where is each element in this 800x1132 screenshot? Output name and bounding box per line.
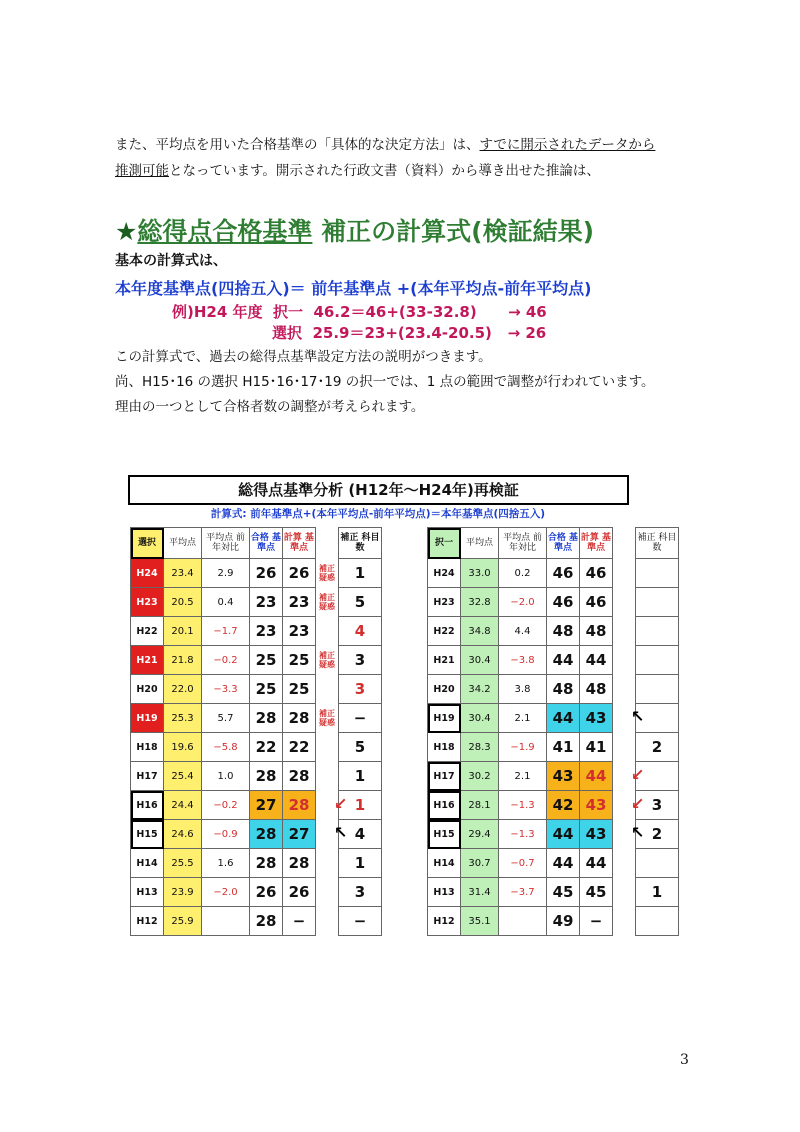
header-count: 補正 科目数: [636, 528, 679, 559]
pass-cell: 23: [250, 617, 283, 646]
pass-cell: 26: [250, 878, 283, 907]
avg-cell: 25.4: [164, 762, 202, 791]
count-cell: 3: [339, 878, 382, 907]
pass-cell: 41: [547, 733, 580, 762]
arrow-down-left-icon: ↙: [631, 765, 645, 784]
avg-cell: 30.4: [461, 704, 499, 733]
table-row: [131, 675, 382, 704]
calc-cell: 28: [283, 791, 316, 820]
pass-cell: 46: [547, 588, 580, 617]
calc-cell: −: [283, 907, 316, 936]
note-cell: 補正疑惑: [319, 709, 335, 727]
right-table: [427, 527, 679, 936]
year-cell: H17: [131, 762, 164, 791]
header-diff: 平均点 前年対比: [499, 528, 547, 559]
calc-cell: 26: [283, 559, 316, 588]
arrow-gap-cell: [613, 907, 636, 936]
pass-cell: 28: [250, 849, 283, 878]
page-number: 3: [680, 1052, 689, 1068]
header-note-blank: [613, 528, 636, 559]
diff-cell: 0.4: [202, 588, 250, 617]
pass-cell: 25: [250, 646, 283, 675]
formula-line: 本年度基準点(四捨五入)＝ 前年基準点 +(本年平均点-前年平均点): [115, 279, 592, 298]
count-cell: 2: [636, 820, 679, 849]
intro-text: また、平均点を用いた合格基準の「具体的な決定方法」は、: [115, 137, 480, 153]
calc-cell: 44: [580, 849, 613, 878]
calc-cell: 45: [580, 878, 613, 907]
diff-cell: −2.0: [499, 588, 547, 617]
arrow-up-left-icon: ↖: [631, 823, 645, 842]
pass-cell: 23: [250, 588, 283, 617]
arrow-gap-cell: [613, 878, 636, 907]
diff-cell: −1.7: [202, 617, 250, 646]
table-row: [428, 646, 679, 675]
year-cell: H21: [131, 646, 164, 675]
diff-cell: 2.1: [499, 762, 547, 791]
example-2-label: 選択: [272, 324, 303, 342]
header-calc: 計算 基準点: [283, 528, 316, 559]
year-cell: H24: [131, 559, 164, 588]
avg-cell: 23.9: [164, 878, 202, 907]
calc-cell: 44: [580, 762, 613, 791]
pass-cell: 44: [547, 646, 580, 675]
count-cell: [636, 646, 679, 675]
diff-cell: −1.9: [499, 733, 547, 762]
note-cell: [316, 617, 339, 646]
year-cell: H15: [428, 820, 461, 849]
figure-subtitle: 計算式: 前年基準点+(本年平均点-前年平均点)＝本年基準点(四捨五入): [210, 508, 546, 520]
count-cell: 3: [339, 675, 382, 704]
diff-cell: 4.4: [499, 617, 547, 646]
intro-line-2: [115, 158, 715, 184]
count-cell: [636, 907, 679, 936]
year-cell: H18: [131, 733, 164, 762]
intro-underlined-text-2: 推測可能: [115, 163, 169, 179]
calc-cell: 46: [580, 559, 613, 588]
avg-cell: 30.7: [461, 849, 499, 878]
table-row: [428, 907, 679, 936]
arrow-up-left-icon: ↖: [334, 823, 348, 842]
year-cell: H19: [131, 704, 164, 733]
count-cell: −: [339, 704, 382, 733]
avg-cell: 31.4: [461, 878, 499, 907]
table-row: [131, 559, 382, 588]
table-row: [428, 559, 679, 588]
count-cell: [636, 559, 679, 588]
note-cell: 補正疑惑: [319, 651, 335, 669]
year-cell: H16: [428, 791, 461, 820]
diff-cell: 1.0: [202, 762, 250, 791]
example-1: [172, 301, 547, 322]
star-icon: ★: [115, 217, 138, 246]
header-avg: 平均点: [164, 528, 202, 559]
diff-cell: −2.0: [202, 878, 250, 907]
diff-cell: −0.9: [202, 820, 250, 849]
diff-cell: 0.2: [499, 559, 547, 588]
pass-cell: 28: [250, 762, 283, 791]
section-heading: [115, 212, 594, 248]
diff-cell: 1.6: [202, 849, 250, 878]
count-cell: 2: [636, 733, 679, 762]
avg-cell: 20.1: [164, 617, 202, 646]
arrow-up-left-icon: ↖: [631, 707, 645, 726]
count-cell: 4: [339, 820, 382, 849]
count-cell: 1: [339, 791, 382, 820]
table-row: [131, 907, 382, 936]
avg-cell: 24.6: [164, 820, 202, 849]
diff-cell: −1.3: [499, 820, 547, 849]
calc-cell: −: [580, 907, 613, 936]
count-cell: [636, 617, 679, 646]
header-avg: 平均点: [461, 528, 499, 559]
diff-cell: [499, 907, 547, 936]
heading-underlined: 総得点合格基準: [137, 217, 313, 246]
calc-cell: 48: [580, 675, 613, 704]
avg-cell: 34.2: [461, 675, 499, 704]
count-cell: −: [339, 907, 382, 936]
calc-cell: 28: [283, 762, 316, 791]
analysis-figure: [128, 475, 693, 930]
example-2-result: → 26: [507, 324, 547, 342]
arrow-gap-cell: [613, 849, 636, 878]
table-row: [131, 878, 382, 907]
example-1-label: 択一: [272, 303, 303, 321]
count-cell: 5: [339, 733, 382, 762]
arrow-gap-cell: [613, 733, 636, 762]
arrow-down-left-icon: ↙: [334, 794, 348, 813]
pass-cell: 27: [250, 791, 283, 820]
table-row: [428, 878, 679, 907]
avg-cell: 21.8: [164, 646, 202, 675]
table-row: [131, 733, 382, 762]
note-cell: [316, 849, 339, 878]
intro-line-1: [115, 132, 715, 158]
year-cell: H14: [428, 849, 461, 878]
year-cell: H14: [131, 849, 164, 878]
year-cell: H19: [428, 704, 461, 733]
avg-cell: 33.0: [461, 559, 499, 588]
avg-cell: 25.3: [164, 704, 202, 733]
table-row: [131, 617, 382, 646]
table-row: [131, 588, 382, 617]
avg-cell: 24.4: [164, 791, 202, 820]
note-line-3: 理由の一つとして合格者数の調整が考えられます。: [115, 399, 425, 415]
count-cell: [636, 675, 679, 704]
year-cell: H13: [428, 878, 461, 907]
table-row: [131, 849, 382, 878]
pass-cell: 42: [547, 791, 580, 820]
avg-cell: 25.9: [164, 907, 202, 936]
pass-cell: 28: [250, 704, 283, 733]
left-table: [130, 527, 382, 936]
note-cell: [316, 675, 339, 704]
year-cell: H20: [428, 675, 461, 704]
year-cell: H18: [428, 733, 461, 762]
diff-cell: −3.3: [202, 675, 250, 704]
diff-cell: 2.9: [202, 559, 250, 588]
note-line-1: この計算式で、過去の総得点基準設定方法の説明がつきます。: [115, 349, 492, 365]
note-cell: 補正疑惑: [319, 593, 335, 611]
diff-cell: [202, 907, 250, 936]
avg-cell: 29.4: [461, 820, 499, 849]
avg-cell: 28.1: [461, 791, 499, 820]
diff-cell: −0.2: [202, 646, 250, 675]
avg-cell: 28.3: [461, 733, 499, 762]
pass-cell: 44: [547, 704, 580, 733]
calc-cell: 27: [283, 820, 316, 849]
year-cell: H17: [428, 762, 461, 791]
calc-cell: 28: [283, 849, 316, 878]
arrow-gap-cell: [613, 588, 636, 617]
pass-cell: 43: [547, 762, 580, 791]
arrow-gap-cell: [613, 559, 636, 588]
table-row: [428, 733, 679, 762]
count-cell: [636, 588, 679, 617]
table-row: [131, 646, 382, 675]
arrow-gap-cell: [613, 675, 636, 704]
avg-cell: 23.4: [164, 559, 202, 588]
diff-cell: −1.3: [499, 791, 547, 820]
pass-cell: 28: [250, 907, 283, 936]
count-cell: 5: [339, 588, 382, 617]
avg-cell: 35.1: [461, 907, 499, 936]
pass-cell: 28: [250, 820, 283, 849]
calc-cell: 48: [580, 617, 613, 646]
example-1-result: → 46: [508, 303, 547, 321]
table-row: [428, 849, 679, 878]
avg-cell: 34.8: [461, 617, 499, 646]
calc-cell: 41: [580, 733, 613, 762]
diff-cell: −0.7: [499, 849, 547, 878]
diff-cell: −5.8: [202, 733, 250, 762]
year-cell: H22: [131, 617, 164, 646]
diff-cell: −3.8: [499, 646, 547, 675]
avg-cell: 25.5: [164, 849, 202, 878]
year-cell: H15: [131, 820, 164, 849]
note-cell: [316, 878, 339, 907]
pass-cell: 48: [547, 617, 580, 646]
calc-cell: 43: [580, 704, 613, 733]
calc-cell: 43: [580, 791, 613, 820]
avg-cell: 22.0: [164, 675, 202, 704]
diff-cell: 3.8: [499, 675, 547, 704]
avg-cell: 30.4: [461, 646, 499, 675]
left-label-cell: 選択: [131, 528, 164, 559]
year-cell: H20: [131, 675, 164, 704]
avg-cell: 20.5: [164, 588, 202, 617]
header-diff: 平均点 前年対比: [202, 528, 250, 559]
pass-cell: 46: [547, 559, 580, 588]
table-row: [131, 704, 382, 733]
heading-rest: 補正の計算式(検証結果): [321, 217, 595, 246]
diff-cell: 2.1: [499, 704, 547, 733]
pass-cell: 26: [250, 559, 283, 588]
count-cell: 1: [339, 559, 382, 588]
table-row: [428, 675, 679, 704]
year-cell: H12: [131, 907, 164, 936]
pass-cell: 44: [547, 849, 580, 878]
example-prefix: 例)H24 年度: [172, 303, 263, 321]
calc-cell: 25: [283, 646, 316, 675]
table-row: [428, 617, 679, 646]
year-cell: H21: [428, 646, 461, 675]
figure-title: 総得点基準分析 (H12年～H24年)再検証: [128, 475, 629, 505]
pass-cell: 49: [547, 907, 580, 936]
diff-cell: −0.2: [202, 791, 250, 820]
calc-cell: 25: [283, 675, 316, 704]
year-cell: H16: [131, 791, 164, 820]
example-1-calc: 46.2＝46+(33-32.8): [313, 303, 477, 321]
count-cell: 1: [339, 762, 382, 791]
pass-cell: 22: [250, 733, 283, 762]
pass-cell: 44: [547, 820, 580, 849]
calc-cell: 46: [580, 588, 613, 617]
example-2: [272, 322, 546, 343]
intro-underlined-text: すでに開示されたデータから: [479, 137, 656, 153]
count-cell: 1: [339, 849, 382, 878]
count-cell: 3: [636, 791, 679, 820]
calc-cell: 44: [580, 646, 613, 675]
year-cell: H23: [131, 588, 164, 617]
avg-cell: 30.2: [461, 762, 499, 791]
calc-cell: 26: [283, 878, 316, 907]
right-label-cell: 択一: [428, 528, 461, 559]
intro-paragraph: [115, 132, 715, 184]
table-row: [131, 762, 382, 791]
note-line-2: 尚、H15･16 の選択 H15･16･17･19 の択一では、1 点の範囲で調整が行われています。: [115, 374, 655, 390]
note-cell: [316, 762, 339, 791]
count-cell: 3: [339, 646, 382, 675]
avg-cell: 32.8: [461, 588, 499, 617]
note-cell: 補正疑惑: [319, 564, 335, 582]
count-cell: 1: [636, 878, 679, 907]
year-cell: H12: [428, 907, 461, 936]
header-note-blank: [316, 528, 339, 559]
pass-cell: 48: [547, 675, 580, 704]
note-cell: [316, 733, 339, 762]
pass-cell: 25: [250, 675, 283, 704]
header-pass: 合格 基準点: [250, 528, 283, 559]
count-cell: [636, 849, 679, 878]
intro-text-2: となっています。開示された行政文書（資料）から導き出せた推論は、: [169, 163, 600, 179]
calc-cell: 22: [283, 733, 316, 762]
avg-cell: 19.6: [164, 733, 202, 762]
calc-cell: 23: [283, 617, 316, 646]
year-cell: H13: [131, 878, 164, 907]
arrow-gap-cell: [613, 646, 636, 675]
year-cell: H24: [428, 559, 461, 588]
diff-cell: 5.7: [202, 704, 250, 733]
pass-cell: 45: [547, 878, 580, 907]
calc-cell: 28: [283, 704, 316, 733]
note-cell: [316, 907, 339, 936]
diff-cell: −3.7: [499, 878, 547, 907]
calc-cell: 43: [580, 820, 613, 849]
arrow-down-left-icon: ↙: [631, 794, 645, 813]
table-row: [428, 588, 679, 617]
calc-cell: 23: [283, 588, 316, 617]
example-2-calc: 25.9＝23+(23.4-20.5): [312, 324, 492, 342]
basic-label: 基本の計算式は、: [115, 253, 227, 269]
header-pass: 合格 基準点: [547, 528, 580, 559]
arrow-gap-cell: [613, 617, 636, 646]
year-cell: H23: [428, 588, 461, 617]
header-count: 補正 科目数: [339, 528, 382, 559]
year-cell: H22: [428, 617, 461, 646]
count-cell: 4: [339, 617, 382, 646]
header-calc: 計算 基準点: [580, 528, 613, 559]
